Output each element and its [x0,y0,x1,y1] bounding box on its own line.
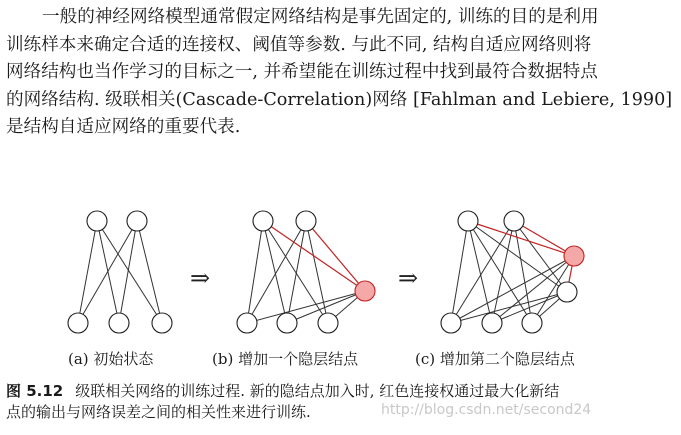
caption-line: 点的输出与网络误差之间的相关性来进行训练. [6,403,311,421]
arrow-a-b: ⇒ [190,264,211,292]
subcaption-c: (c) 增加第二个隐层结点 [415,350,575,368]
caption-label: 图 5.12 [6,382,64,400]
nodes [68,211,577,333]
paragraph-line: 是结构自适应网络的重要代表. [6,117,241,137]
subcaption-b: (b) 增加一个隐层结点 [212,350,359,368]
paragraph-line: 网络结构也当作学习的目标之一, 并希望能在训练过程中找到最符合数据特点 [6,62,598,82]
paragraph-line: 的网络结构. 级联相关(Cascade-Correlation)网络 [Fahlman and Lebiere, 1990] [6,89,673,110]
caption-line: 级联相关网络的训练过程. 新的隐结点加入时, 红色连接权通过最大化新结 [75,382,560,400]
paragraph-line: 一般的神经网络模型通常假定网络结构是事先固定的, 训练的目的是利用 [42,7,599,27]
watermark: http://blog.csdn.net/second24 [381,402,592,418]
paragraph-line: 训练样本来确定合适的连接权、阈值等参数. 与此不同, 结构自适应网络则将 [6,34,592,55]
edges [78,221,574,323]
arrow-b-c: ⇒ [398,264,419,292]
subcaption-a: (a) 初始状态 [68,350,154,368]
intro-paragraph [6,4,674,142]
